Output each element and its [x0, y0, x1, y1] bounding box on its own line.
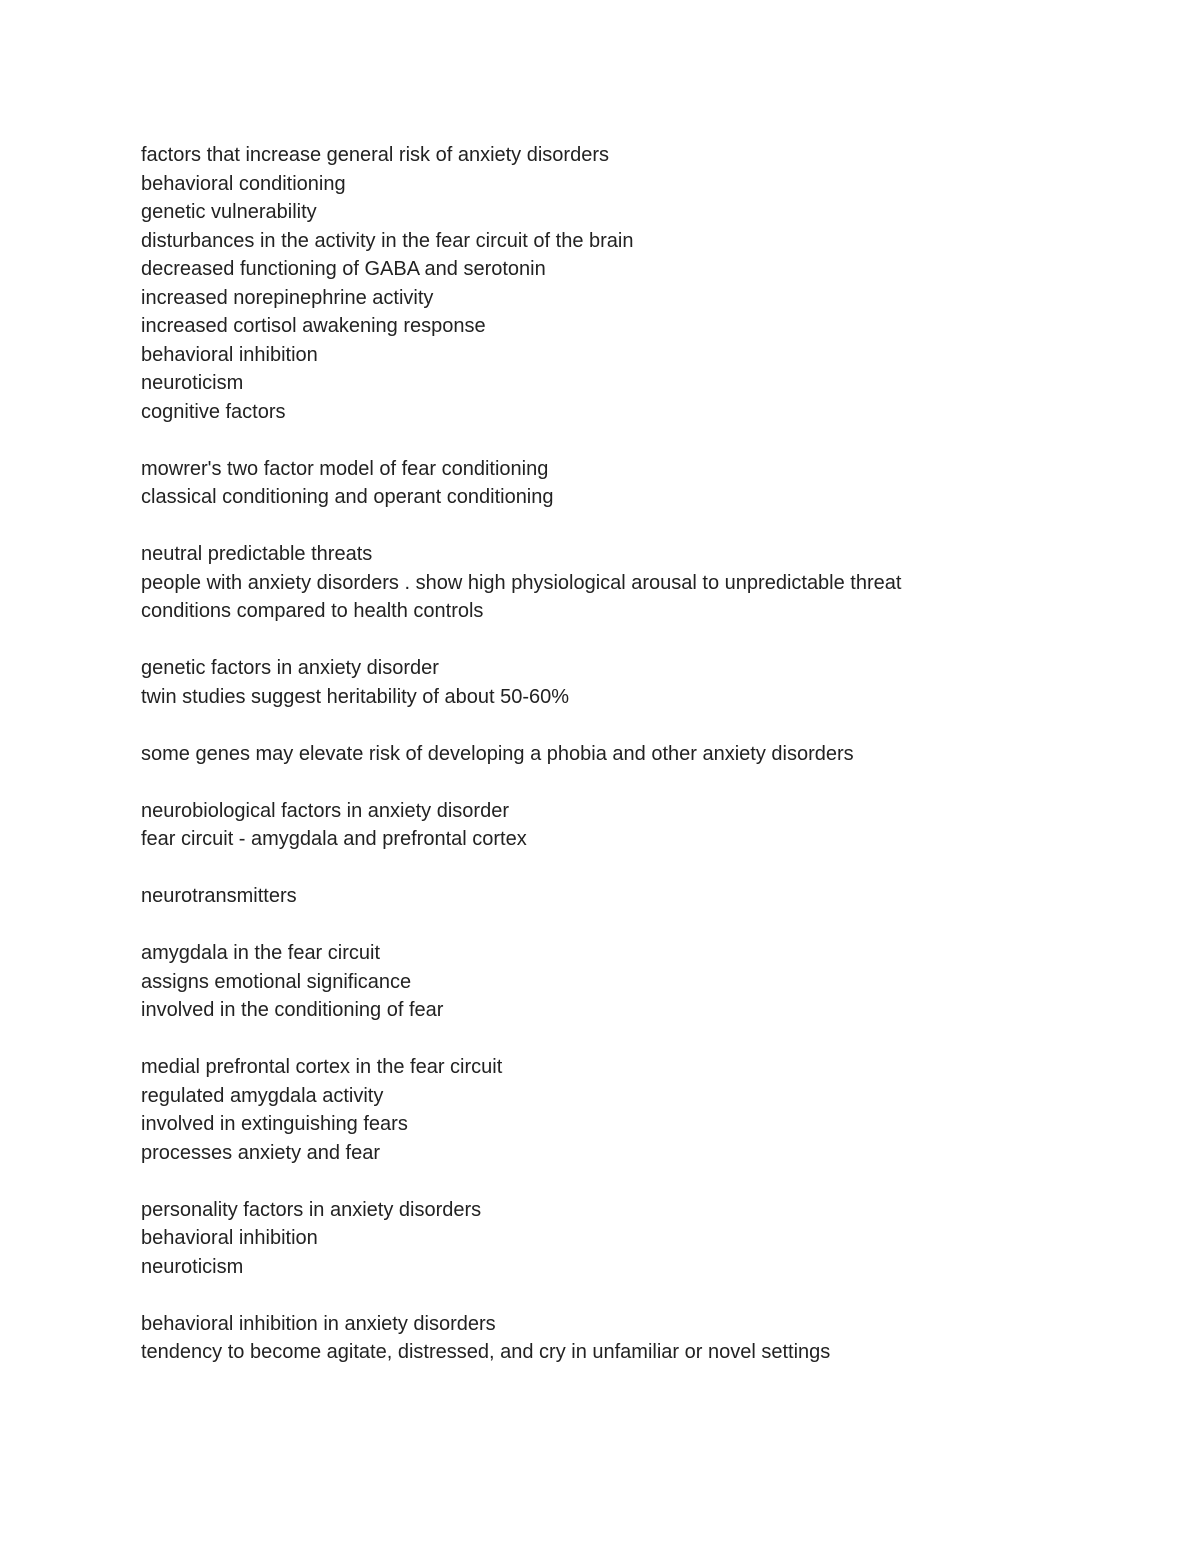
section-neurotransmitters	[141, 882, 1141, 911]
section-genes	[141, 740, 1141, 769]
text-line: twin studies suggest heritability of about 50-60%	[141, 685, 570, 708]
text-line: some genes may elevate risk of developing a phobia and other anxiety disorders	[141, 742, 854, 765]
section-amygdala	[141, 939, 1141, 1025]
section-heading: medial prefrontal cortex in the fear circuit	[141, 1056, 503, 1078]
text-line: conditions compared to health controls	[141, 600, 484, 622]
text-line: involved in the conditioning of fear	[141, 999, 444, 1021]
text-line: tendency to become agitate, distressed, and cry in unfamiliar or novel settings	[141, 1341, 831, 1363]
text-line: assigns emotional significance	[141, 970, 412, 993]
text-line: classical conditioning and operant conditioning	[141, 486, 554, 508]
section-predictable-threats	[141, 540, 1141, 626]
text-line: decreased functioning of GABA and serotonin	[141, 258, 546, 280]
text-line: genetic vulnerability	[141, 201, 317, 223]
section-heading: mowrer's two factor model of fear conditioning	[141, 457, 549, 480]
text-line: increased norepinephrine activity	[141, 286, 434, 309]
text-line: processes anxiety and fear	[141, 1141, 381, 1164]
section-risk-factors	[141, 141, 1141, 426]
document-body	[141, 141, 1141, 1395]
section-heading: neurobiological factors in anxiety disorder	[141, 799, 509, 822]
section-genetic-factors	[141, 654, 1141, 711]
text-line: neuroticism	[141, 1255, 244, 1278]
text-line: behavioral inhibition	[141, 1227, 318, 1249]
text-line: cognitive factors	[141, 400, 286, 423]
section-prefrontal-cortex	[141, 1053, 1141, 1167]
section-heading: genetic factors in anxiety disorder	[141, 657, 439, 679]
section-neurobiological-factors	[141, 797, 1141, 854]
section-heading: behavioral inhibition in anxiety disorders	[141, 1312, 496, 1335]
text-line: regulated amygdala activity	[141, 1084, 384, 1107]
section-heading: neurotransmitters	[141, 885, 297, 907]
text-line: behavioral inhibition	[141, 343, 318, 366]
text-line: involved in extinguishing fears	[141, 1113, 408, 1135]
section-personality-factors	[141, 1196, 1141, 1282]
section-heading: personality factors in anxiety disorders	[141, 1198, 482, 1221]
section-behavioral-inhibition	[141, 1310, 1141, 1367]
text-line: neuroticism	[141, 372, 244, 394]
text-line: fear circuit - amygdala and prefrontal cortex	[141, 828, 527, 850]
text-line: behavioral conditioning	[141, 172, 346, 195]
section-mowrer-model	[141, 455, 1141, 512]
section-heading: neutral predictable threats	[141, 543, 373, 565]
text-line: increased cortisol awakening response	[141, 315, 486, 337]
section-heading: factors that increase general risk of anxiety disorders	[141, 144, 609, 166]
section-heading: amygdala in the fear circuit	[141, 942, 381, 964]
text-line: disturbances in the activity in the fear circuit of the brain	[141, 229, 634, 252]
text-line: people with anxiety disorders . show high physiological arousal to unpredictable threat	[141, 571, 902, 594]
